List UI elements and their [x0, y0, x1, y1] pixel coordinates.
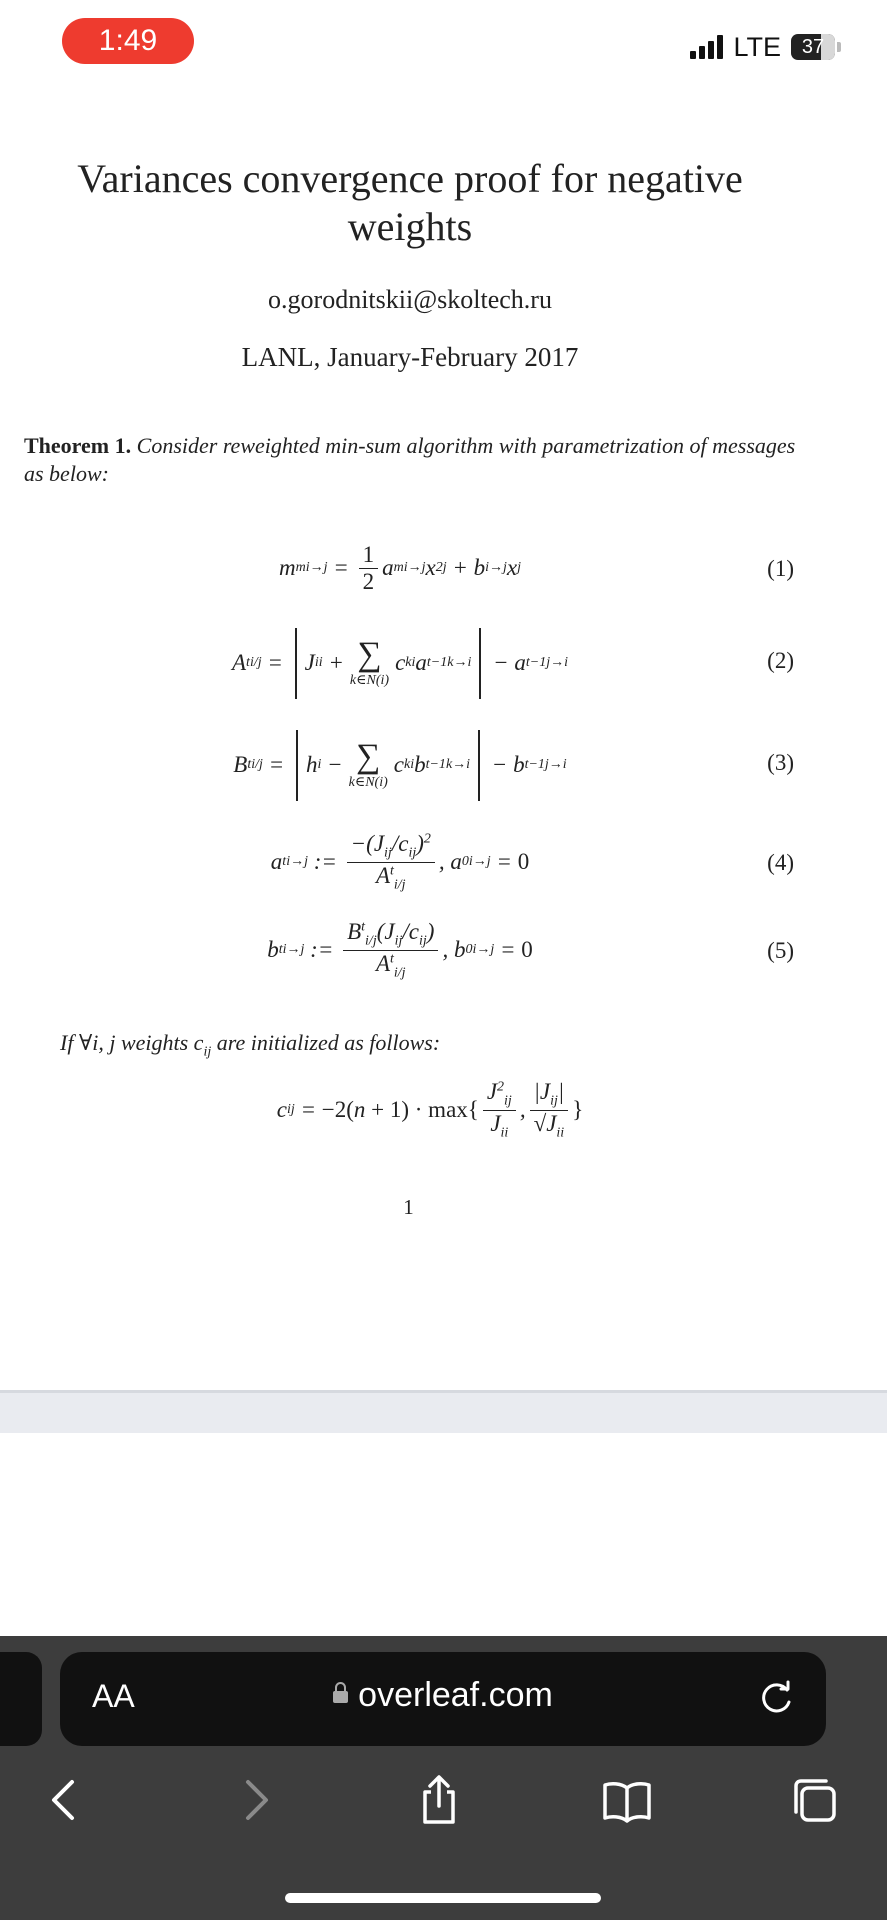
weights-equation: c ij = −2( n + 1) · max{ $\frac{J^2_{ij}}{J_{ii}}$ , $\frac{|J_{ij}|}{√J_{ii}}$ } [276, 1078, 584, 1141]
battery-icon [791, 34, 835, 60]
equation-number: (3) [767, 750, 794, 775]
equation-number: (2) [767, 648, 794, 673]
reload-icon[interactable] [756, 1678, 796, 1718]
back-icon[interactable] [38, 1772, 94, 1828]
bookmarks-icon[interactable] [599, 1772, 655, 1828]
home-indicator[interactable] [285, 1893, 601, 1903]
equation-number: (4) [767, 850, 794, 875]
network-type: LTE [733, 31, 781, 62]
author-email[interactable]: o.gorodnitskii@skoltech.ru [268, 285, 552, 314]
share-icon[interactable] [411, 1772, 467, 1828]
url-field[interactable] [60, 1676, 826, 1715]
weights-condition: If ∀i, j weights $c_{ij}$ are initialized as follows: [60, 1030, 441, 1060]
equation-number: (5) [767, 938, 794, 963]
battery-level: 37 [801, 35, 825, 58]
equation-3: B t i/j = h i − ∑ k∈N(i) c ki b t−1 k→i − b t−1 j→i [120, 730, 680, 800]
text-size-button[interactable]: AA [92, 1678, 135, 1714]
status-indicators [690, 30, 841, 64]
document-title: Variances convergence proof for negative weights [77, 156, 743, 249]
previous-tab-stub[interactable] [0, 1652, 42, 1746]
lock-icon [333, 1691, 348, 1703]
tabs-icon[interactable] [786, 1772, 842, 1828]
signal-bars-icon [690, 35, 723, 59]
equation-4: a t i→j := $\frac{-(J_{ij}/c_{ij})^2}{A^t_{i/j}}$ , a 0 i→j = 0 [270, 830, 530, 893]
page-number: 1 [403, 1195, 414, 1219]
affiliation: LANL, January-February 2017 [241, 342, 579, 372]
forward-icon[interactable] [226, 1772, 282, 1828]
status-time: 1:49 [62, 18, 194, 64]
equation-number: (1) [767, 556, 794, 581]
url-text: overleaf.com [358, 1676, 553, 1714]
theorem-statement [24, 432, 804, 488]
theorem-label: Theorem 1. [24, 433, 132, 458]
page-separator [0, 1390, 887, 1433]
equation-2: A t i/j = J ii + ∑ k∈N(i) c ki a t−1 k→i − a t−1 j→i [120, 628, 680, 698]
equation-5: b t i→j := $\frac{B^t_{i/j}(J_{ij}/c_{ij})}{A^t_{i/j}}$ , b 0 i→j = 0 [267, 918, 533, 981]
equation-1: m m i→j = $\frac{1}{2}$ a m i→j x 2 j + b i→j x j [279, 541, 521, 594]
address-bar[interactable] [60, 1652, 826, 1746]
theorem-text: Consider reweighted min-sum algorithm with parametrization of messages as below: [24, 433, 796, 486]
